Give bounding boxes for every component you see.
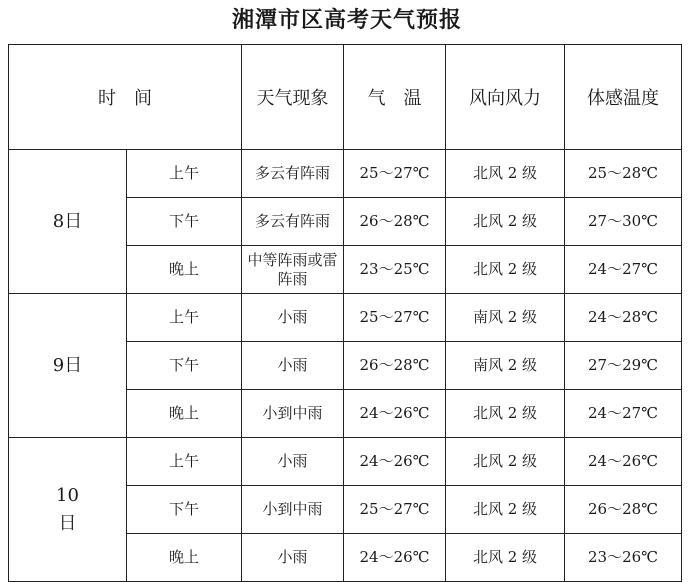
feels-like-cell: 24～26℃ <box>565 438 682 486</box>
temperature-cell: 24～26℃ <box>344 438 446 486</box>
temperature-cell: 26～28℃ <box>344 342 446 390</box>
period-cell: 下午 <box>127 486 242 534</box>
weather-text: 中等阵雨或雷阵雨 <box>247 250 338 288</box>
table-row <box>9 150 682 198</box>
weather-cell: 小雨 <box>242 342 344 390</box>
wind-cell: 北风 2 级 <box>446 246 565 294</box>
table-row <box>9 294 682 342</box>
temperature-cell: 25～27℃ <box>344 150 446 198</box>
page-title: 湘潭市区高考天气预报 <box>231 8 462 33</box>
weather-cell: 小雨 <box>242 294 344 342</box>
day-label: 10日 <box>9 438 127 582</box>
temperature-cell: 25～27℃ <box>344 294 446 342</box>
table-header-row <box>9 45 682 150</box>
table-row <box>9 438 682 486</box>
weather-cell: 小到中雨 <box>242 486 344 534</box>
feels-like-cell: 27～30℃ <box>565 198 682 246</box>
day-label: 8日 <box>9 150 127 294</box>
weather-cell: 多云有阵雨 <box>242 150 344 198</box>
feels-like-cell: 24～27℃ <box>565 246 682 294</box>
feels-like-cell: 23～26℃ <box>565 534 682 582</box>
header-time: 时 间 <box>9 45 242 150</box>
weather-cell: 小到中雨 <box>242 390 344 438</box>
period-cell: 下午 <box>127 342 242 390</box>
period-cell: 上午 <box>127 150 242 198</box>
temperature-cell: 24～26℃ <box>344 390 446 438</box>
wind-cell: 北风 2 级 <box>446 150 565 198</box>
header-feels-like: 体感温度 <box>565 45 682 150</box>
temperature-cell: 25～27℃ <box>344 486 446 534</box>
weather-cell: 小雨 <box>242 534 344 582</box>
period-cell: 上午 <box>127 438 242 486</box>
period-cell: 晚上 <box>127 390 242 438</box>
forecast-table <box>8 44 682 582</box>
feels-like-cell: 25～28℃ <box>565 150 682 198</box>
wind-cell: 北风 2 级 <box>446 438 565 486</box>
feels-like-cell: 27～29℃ <box>565 342 682 390</box>
day-label: 9日 <box>9 294 127 438</box>
period-cell: 下午 <box>127 198 242 246</box>
header-weather: 天气现象 <box>242 45 344 150</box>
temperature-cell: 23～25℃ <box>344 246 446 294</box>
temperature-cell: 26～28℃ <box>344 198 446 246</box>
feels-like-cell: 24～28℃ <box>565 294 682 342</box>
temperature-cell: 24～26℃ <box>344 534 446 582</box>
feels-like-cell: 24～27℃ <box>565 390 682 438</box>
wind-cell: 北风 2 级 <box>446 390 565 438</box>
wind-cell: 北风 2 级 <box>446 198 565 246</box>
period-cell: 晚上 <box>127 246 242 294</box>
wind-cell: 南风 2 级 <box>446 294 565 342</box>
header-temperature: 气 温 <box>344 45 446 150</box>
wind-cell: 北风 2 级 <box>446 486 565 534</box>
weather-cell <box>242 246 344 294</box>
weather-cell: 小雨 <box>242 438 344 486</box>
header-wind: 风向风力 <box>446 45 565 150</box>
wind-cell: 北风 2 级 <box>446 534 565 582</box>
wind-cell: 南风 2 级 <box>446 342 565 390</box>
feels-like-cell: 26～28℃ <box>565 486 682 534</box>
period-cell: 晚上 <box>127 534 242 582</box>
period-cell: 上午 <box>127 294 242 342</box>
weather-cell: 多云有阵雨 <box>242 198 344 246</box>
